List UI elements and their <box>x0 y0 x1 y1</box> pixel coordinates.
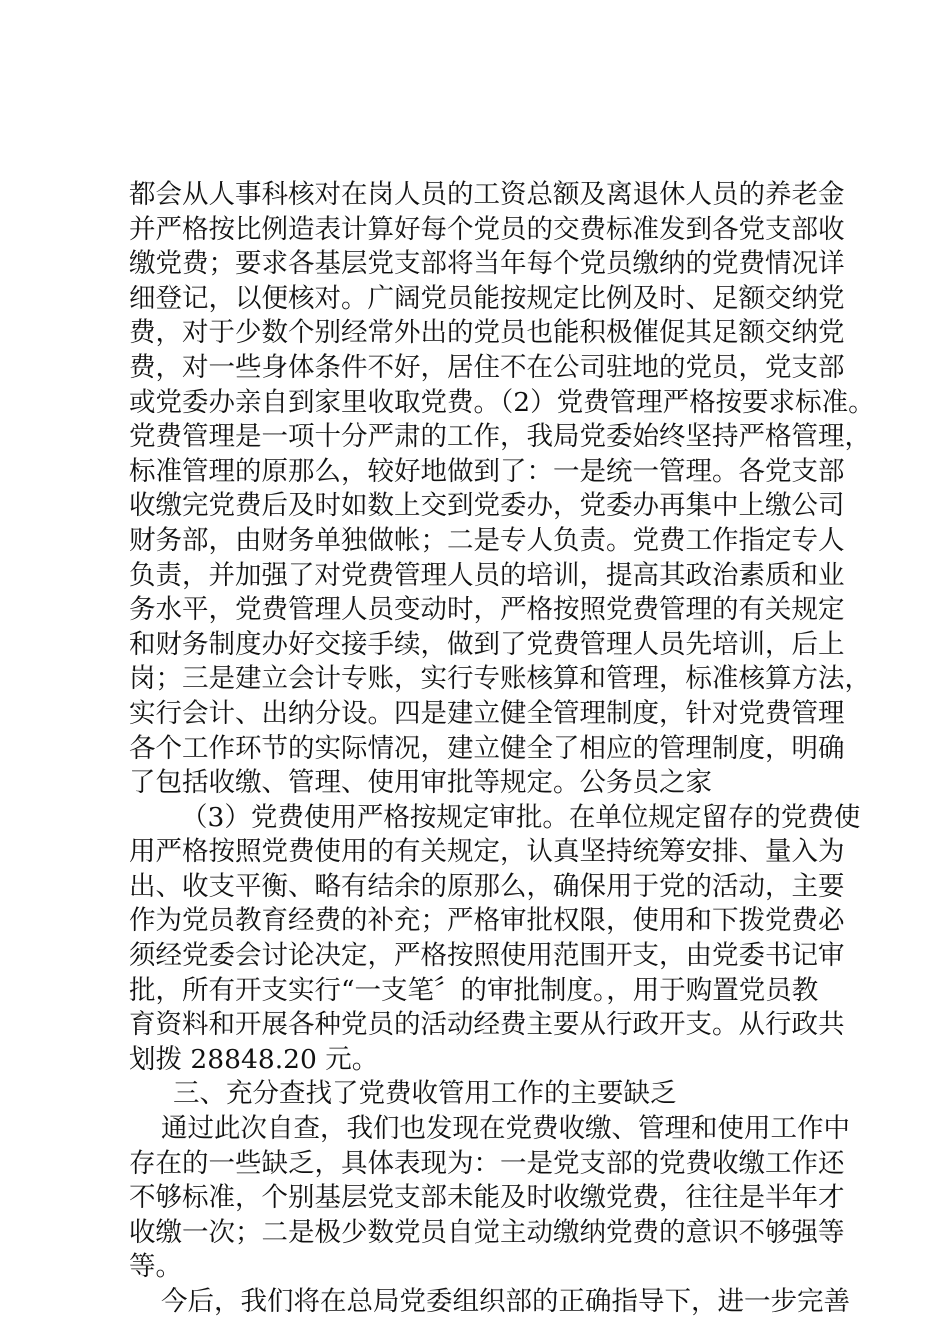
text-line: 育资料和开展各种党员的活动经费主要从行政开支。从行政共 <box>129 1009 845 1041</box>
text-line: 缴党费；要求各基层党支部将当年每个党员缴纳的党费情况详 <box>129 248 845 280</box>
section-heading: 三、充分查找了党费收管用工作的主要缺乏 <box>173 1078 677 1110</box>
text-line: 费，对一些身体条件不好，居住不在公司驻地的党员，党支部 <box>129 351 845 383</box>
text-line: 实行会计、出纳分设。四是建立健全管理制度，针对党费管理 <box>129 697 845 729</box>
text-line: 出、收支平衡、略有结余的原那么，确保用于党的活动，主要 <box>129 870 845 902</box>
text-line: 划拨 28848.20 元。 <box>129 1043 379 1075</box>
text-line: 财务部，由财务单独做帐；二是专人负责。党费工作指定专人 <box>129 524 845 556</box>
paragraph-start-line: （3）党费使用严格按规定审批。在单位规定留存的党费使 <box>181 801 861 833</box>
text-line: 批，所有开支实行“一支笔〞的审批制度。，用于购置党员教 <box>129 974 819 1006</box>
text-line: 费，对于少数个别经常外出的党员也能积极催促其足额交纳党 <box>129 317 845 349</box>
text-line: 收缴一次；二是极少数党员自觉主动缴纳党费的意识不够强等 <box>129 1216 845 1248</box>
text-line: 作为党员教育经费的补充；严格审批权限，使用和下拨党费必 <box>129 905 845 937</box>
text-line: 并严格按比例造表计算好每个党员的交费标准发到各党支部收 <box>129 213 845 245</box>
text-line: 了包括收缴、管理、使用审批等规定。公务员之家 <box>129 767 712 799</box>
text-line: 细登记，以便核对。广阔党员能按规定比例及时、足额交纳党 <box>129 282 845 314</box>
text-line: 收缴完党费后及时如数上交到党委办，党委办再集中上缴公司 <box>129 490 845 522</box>
paragraph-start-line: 今后，我们将在总局党委组织部的正确指导下，进一步完善 <box>161 1286 850 1317</box>
text-line: 和财务制度办好交接手续，做到了党费管理人员先培训，后上 <box>129 628 845 660</box>
text-line: 须经党委会讨论决定，严格按照使用范围开支，由党委书记审 <box>129 940 845 972</box>
text-line: 岗；三是建立会计专账，实行专账核算和管理，标准核算方法， <box>129 663 871 695</box>
text-line: 或党委办亲自到家里收取党费。（2）党费管理严格按要求标准。 <box>129 386 875 418</box>
text-line: 党费管理是一项十分严肃的工作，我局党委始终坚持严格管理， <box>129 421 871 453</box>
text-line: 都会从人事科核对在岗人员的工资总额及离退休人员的养老金 <box>129 179 845 210</box>
paragraph-start-line: 通过此次自查，我们也发现在党费收缴、管理和使用工作中 <box>161 1113 850 1145</box>
text-line: 务水平，党费管理人员变动时，严格按照党费管理的有关规定 <box>129 594 845 626</box>
text-line: 存在的一些缺乏，具体表现为：一是党支部的党费收缴工作还 <box>129 1147 845 1179</box>
text-line: 负责，并加强了对党费管理人员的培训，提高其政治素质和业 <box>129 559 845 591</box>
text-line: 各个工作环节的实际情况，建立健全了相应的管理制度，明确 <box>129 732 845 764</box>
document-body <box>129 178 875 1320</box>
text-line: 不够标准，个别基层党支部未能及时收缴党费，往往是半年才 <box>129 1182 845 1214</box>
text-line: 标准管理的原那么，较好地做到了：一是统一管理。各党支部 <box>129 455 845 487</box>
text-line: 等。 <box>129 1251 182 1283</box>
text-line: 用严格按照党费使用的有关规定，认真坚持统筹安排、量入为 <box>129 836 845 868</box>
